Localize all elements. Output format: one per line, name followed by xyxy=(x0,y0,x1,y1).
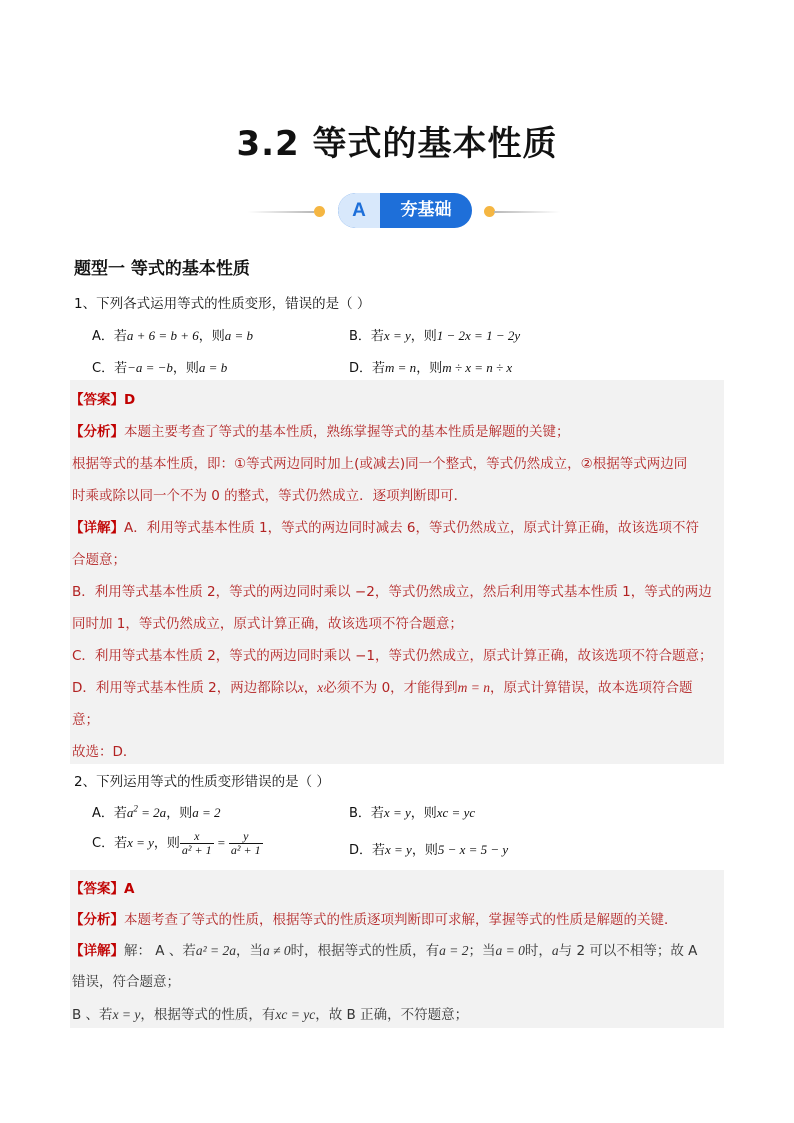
detail-text: 必须不为 0，才能得到 xyxy=(323,680,458,696)
q1-option-b xyxy=(349,325,520,344)
detail-text: A．利用等式基本性质 1，等式的两边同时减去 6，等式仍然成立，原式计算正确，故该选项不符 xyxy=(124,520,699,536)
detail-text: ，当 xyxy=(236,943,263,959)
q2-option-a xyxy=(92,802,220,821)
detail-math: x xyxy=(317,680,324,695)
banner-left-line xyxy=(248,211,314,213)
detail-text: ，原式计算错误，故本选项符合题 xyxy=(490,680,693,696)
q1-option-c xyxy=(92,357,227,376)
detail-math: a = 2 xyxy=(439,943,469,958)
option-math: −a = −b xyxy=(127,360,173,375)
option-math: a + 6 = b + 6 xyxy=(126,328,199,343)
option-label: D．若 xyxy=(349,361,386,376)
answer-value: A xyxy=(124,881,135,897)
detail-math: a xyxy=(551,943,559,958)
option-math: a = b xyxy=(224,328,254,343)
q1-choose: 故选：D． xyxy=(72,744,137,760)
option-text: ，则 xyxy=(410,329,437,344)
q1-detail-b: B．利用等式基本性质 2，等式的两边同时乘以 −2，等式仍然成立，然后利用等式基本性质 1，等式的两边 xyxy=(72,584,712,600)
level-pill xyxy=(338,193,472,228)
option-label: C．若 xyxy=(92,836,128,851)
detail-math: a = 0 xyxy=(495,943,525,958)
q1-analysis-line xyxy=(70,420,570,440)
option-math: m = n xyxy=(385,360,417,375)
detail-text: 与 2 可以不相等；故 A xyxy=(558,943,698,959)
q1-stem: 1、下列各式运用等式的性质变形，错误的是（ ） xyxy=(74,296,371,312)
detail-text: 时， xyxy=(524,943,552,959)
option-label: A．若 xyxy=(92,329,127,344)
detail-text: B 、若 xyxy=(72,1007,113,1023)
q2-solution-box xyxy=(70,870,724,1028)
q2-stem: 2、下列运用等式的性质变形错误的是（ ） xyxy=(74,774,330,790)
option-label: B．若 xyxy=(349,329,384,344)
option-math: x = y xyxy=(127,835,154,850)
q1-answer-line xyxy=(70,388,135,408)
detail-tag: 【详解】 xyxy=(70,943,124,959)
level-letter: A xyxy=(338,193,380,228)
q2-detail-a-2: 错误，符合题意； xyxy=(72,974,180,990)
answer-tag: 【答案】 xyxy=(70,392,124,408)
option-exponent: 2 xyxy=(133,803,138,814)
option-math: xc = yc xyxy=(436,805,476,820)
detail-math: m = n xyxy=(457,680,491,695)
analysis-text: 本题主要考查了等式的基本性质，熟练掌握等式的基本性质是解题的关键； xyxy=(124,424,570,440)
q1-detail-a-2: 合题意； xyxy=(72,552,126,568)
level-banner xyxy=(0,192,794,232)
banner-right-line xyxy=(494,211,560,213)
option-text: ，则 xyxy=(172,361,199,376)
q1-solution-box xyxy=(70,380,724,764)
fraction-numerator: x xyxy=(180,830,214,844)
detail-text: ，根据等式的性质，有 xyxy=(140,1007,276,1023)
option-math: 1 − 2x = 1 − 2y xyxy=(436,328,521,343)
option-math: x = y xyxy=(383,805,411,820)
option-label: A．若 xyxy=(92,806,127,821)
option-text: ，则 xyxy=(198,329,225,344)
detail-math: xc = yc xyxy=(275,1007,316,1022)
q1-option-d xyxy=(349,357,512,376)
option-label: B．若 xyxy=(349,806,384,821)
option-math: = xyxy=(213,835,229,850)
answer-value: D xyxy=(124,392,136,408)
q1-detail-c: C．利用等式基本性质 2，等式的两边同时乘以 −1，等式仍然成立，原式计算正确，故该选项不符合题意； xyxy=(72,648,713,664)
q2-detail-b xyxy=(72,1003,468,1023)
option-math: m ÷ x = n ÷ x xyxy=(442,360,513,375)
section-heading: 题型一 等式的基本性质 xyxy=(74,259,250,279)
page-title: 3.2 等式的基本性质 xyxy=(236,124,558,164)
detail-text: 时，根据等式的性质，有 xyxy=(290,943,440,959)
option-label: C．若 xyxy=(92,361,128,376)
q2-answer-line xyxy=(70,877,134,897)
q2-option-c xyxy=(92,830,263,857)
option-math: = 2a xyxy=(137,805,167,820)
detail-text: D．利用等式基本性质 2，两边都除以 xyxy=(72,680,298,696)
q2-option-b xyxy=(349,802,475,821)
option-text: ，则 xyxy=(153,836,180,851)
q1-detail-b-2: 同时加 1，等式仍然成立，原式计算正确，故该选项不符合题意； xyxy=(72,616,463,632)
q1-analysis-line-3: 时乘或除以同一个不为 0 的整式，等式仍然成立．逐项判断即可． xyxy=(72,488,468,504)
analysis-text: 本题考查了等式的性质，根据等式的性质逐项判断即可求解，掌握等式的性质是解题的关键． xyxy=(124,912,678,928)
option-fraction xyxy=(180,830,214,857)
option-math: a xyxy=(126,805,134,820)
option-math: a = b xyxy=(198,360,228,375)
fraction-denominator: a² + 1 xyxy=(181,843,212,857)
fraction-numerator: y xyxy=(229,830,263,844)
option-label: D．若 xyxy=(349,843,386,858)
detail-text: ，故 B 正确，不符题意； xyxy=(315,1007,469,1023)
option-math: x = y xyxy=(385,842,412,857)
detail-math: a ≠ 0 xyxy=(263,943,291,958)
option-text: ，则 xyxy=(410,806,437,821)
q2-option-d xyxy=(349,839,508,858)
detail-tag: 【详解】 xyxy=(70,520,124,536)
q1-detail-a xyxy=(70,516,699,536)
option-text: ，则 xyxy=(166,806,193,821)
fraction-denominator: a² + 1 xyxy=(230,843,261,857)
detail-text: ， xyxy=(303,680,318,696)
option-math: 5 − x = 5 − y xyxy=(437,842,509,857)
q1-analysis-line-2: 根据等式的基本性质，即：①等式两边同时加上(或减去)同一个整式，等式仍然成立，②根据等式两边同 xyxy=(72,456,688,472)
q2-detail-a xyxy=(70,939,697,959)
q1-detail-d-2: 意； xyxy=(72,712,99,728)
detail-math: a² = 2a xyxy=(195,943,236,958)
option-math: x = y xyxy=(383,328,411,343)
banner-left-dot xyxy=(314,206,325,217)
q1-option-a xyxy=(92,325,253,344)
option-fraction xyxy=(229,830,263,857)
detail-text: ；当 xyxy=(468,943,496,959)
level-text: 夯基础 xyxy=(400,200,452,220)
option-math: a = 2 xyxy=(192,805,221,820)
option-text: ，则 xyxy=(416,361,443,376)
detail-text: 解： A 、若 xyxy=(124,943,196,959)
analysis-tag: 【分析】 xyxy=(70,424,124,440)
detail-math: x xyxy=(297,680,304,695)
answer-tag: 【答案】 xyxy=(70,881,124,897)
analysis-tag: 【分析】 xyxy=(70,912,124,928)
detail-math: x = y xyxy=(112,1007,141,1022)
q2-analysis-line xyxy=(70,908,678,928)
option-text: ，则 xyxy=(411,843,438,858)
q1-detail-d xyxy=(72,676,693,696)
